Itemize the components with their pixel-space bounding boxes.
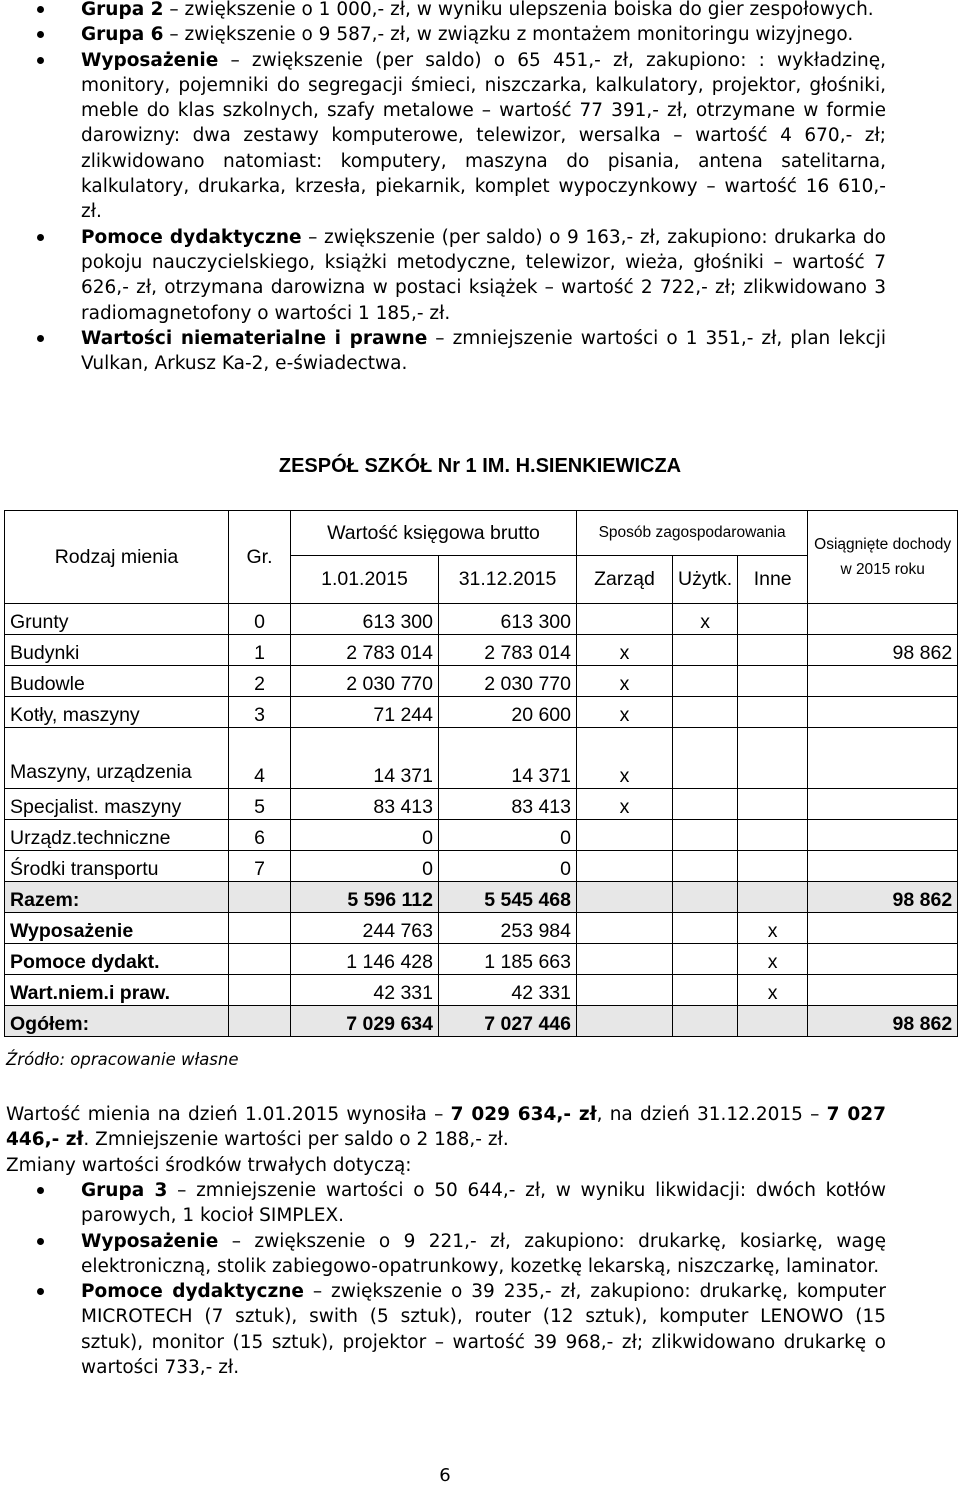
row-uzytk <box>673 635 738 666</box>
school-title: ZESPÓŁ SZKÓŁ Nr 1 IM. H.SIENKIEWICZA <box>278 455 682 477</box>
table-header-row <box>5 511 958 556</box>
table-row <box>5 604 958 635</box>
row-value-start: 1 146 428 <box>291 944 439 975</box>
page-number: 6 <box>439 1465 451 1486</box>
row-dochody <box>808 728 958 789</box>
table-row <box>5 728 958 789</box>
row-zarzad <box>577 944 673 975</box>
row-uzytk <box>673 697 738 728</box>
row-zarzad <box>577 882 673 913</box>
list-item: Wyposażenie – zwiększenie (per saldo) o 65 451,- zł, zakupiono: : wykładzinę, monitory, pojemniki do segregacji śmieci, niszczarka, kalkulatory, projektor, głośniki, meble do klas szkolnych, szafy metalowe – wartość 77 391,- zł, otrzymane w formie darowizny: dwa zestawy komputerowe, telewizor, wersalka – wartość 4 670,- zł; zlikwidowano natomiast: komputery, maszyna do pisania, antena satelitarna, kalkulatory, drukarka, krzesła, piekarnik, komplet wypoczynkowy – wartość 16 610,- zł. <box>0 48 960 225</box>
row-dochody <box>808 975 958 1006</box>
row-value-end: 83 413 <box>439 789 577 820</box>
assets-table <box>4 510 958 1037</box>
row-name: Grunty <box>5 604 229 635</box>
table-row <box>5 975 958 1006</box>
row-value-end: 7 027 446 <box>439 1006 577 1037</box>
row-inne <box>738 728 808 789</box>
header-date-1: 1.01.2015 <box>291 556 439 604</box>
row-group: 5 <box>229 789 291 820</box>
row-dochody <box>808 697 958 728</box>
summary-paragraph: Wartość mienia na dzień 1.01.2015 wynosiła – 7 029 634,- zł, na dzień 31.12.2015 – 7 027 446,- zł. Zmniejszenie wartości per saldo o 2 188,- zł. <box>6 1104 886 1151</box>
row-uzytk: x <box>673 604 738 635</box>
row-zarzad <box>577 913 673 944</box>
row-zarzad: x <box>577 666 673 697</box>
header-gr: Gr. <box>229 511 291 604</box>
row-inne <box>738 789 808 820</box>
row-value-start: 2 030 770 <box>291 666 439 697</box>
row-zarzad: x <box>577 635 673 666</box>
bullet-icon <box>37 31 44 38</box>
header-inne: Inne <box>738 556 808 604</box>
list-item: Grupa 3 – zmniejszenie wartości o 50 644,- zł, w wyniku likwidacji: dwóch kotłów parowych, 1 kocioł SIMPLEX. <box>0 1178 960 1229</box>
row-uzytk <box>673 882 738 913</box>
row-uzytk <box>673 666 738 697</box>
row-value-end: 14 371 <box>439 728 577 789</box>
table-row <box>5 697 958 728</box>
row-dochody <box>808 851 958 882</box>
row-name: Wart.niem.i praw. <box>5 975 229 1006</box>
table-row <box>5 635 958 666</box>
row-uzytk <box>673 975 738 1006</box>
row-zarzad: x <box>577 789 673 820</box>
bullet-icon <box>37 1288 44 1295</box>
top-bullet-list <box>0 0 960 376</box>
row-inne: x <box>738 975 808 1006</box>
row-group <box>229 1006 291 1037</box>
row-inne <box>738 666 808 697</box>
table-row <box>5 851 958 882</box>
row-value-start: 5 596 112 <box>291 882 439 913</box>
row-inne <box>738 697 808 728</box>
row-inne <box>738 1006 808 1037</box>
row-name: Kotły, maszyny <box>5 697 229 728</box>
row-name: Razem: <box>5 882 229 913</box>
row-dochody: 98 862 <box>808 635 958 666</box>
header-rodzaj: Rodzaj mienia <box>5 511 229 604</box>
table-row <box>5 882 958 913</box>
row-name: Budowle <box>5 666 229 697</box>
row-zarzad <box>577 820 673 851</box>
table-row <box>5 913 958 944</box>
row-value-start: 2 783 014 <box>291 635 439 666</box>
row-name: Ogółem: <box>5 1006 229 1037</box>
row-name: Specjalist. maszyny <box>5 789 229 820</box>
row-value-end: 2 783 014 <box>439 635 577 666</box>
row-inne: x <box>738 944 808 975</box>
row-inne: x <box>738 913 808 944</box>
assets-table-wrapper <box>4 510 958 1037</box>
row-group: 4 <box>229 728 291 789</box>
row-value-start: 244 763 <box>291 913 439 944</box>
row-value-start: 14 371 <box>291 728 439 789</box>
list-item: Wartości niematerialne i prawne – zmniejszenie wartości o 1 351,- zł, plan lekcji Vulkan, Arkusz Ka-2, e-świadectwa. <box>0 326 960 377</box>
row-value-end: 0 <box>439 820 577 851</box>
list-item: Pomoce dydaktyczne – zwiększenie o 39 235,- zł, zakupiono: drukarkę, komputer MICROTECH (7 sztuk), swith (5 sztuk), router (12 sztuk), komputer LENOWO (15 sztuk), monitor (15 sztuk), projektor – wartość 39 968,- zł; zlikwidowano drukarkę o wartości 733,- zł. <box>0 1279 960 1380</box>
bullet-icon <box>37 1238 44 1245</box>
row-zarzad: x <box>577 728 673 789</box>
row-uzytk <box>673 851 738 882</box>
row-uzytk <box>673 820 738 851</box>
table-row <box>5 944 958 975</box>
row-name: Urządz.techniczne <box>5 820 229 851</box>
row-inne <box>738 820 808 851</box>
row-dochody <box>808 944 958 975</box>
summary-paragraph-2: Zmiany wartości środków trwałych dotyczą: <box>6 1154 412 1176</box>
list-item: Grupa 2 – zwiększenie o 1 000,- zł, w wyniku ulepszenia boiska do gier zespołowych. <box>0 0 960 22</box>
row-value-end: 42 331 <box>439 975 577 1006</box>
row-dochody <box>808 604 958 635</box>
table-row <box>5 820 958 851</box>
row-uzytk <box>673 944 738 975</box>
row-value-start: 71 244 <box>291 697 439 728</box>
bullet-icon <box>37 57 44 64</box>
row-zarzad <box>577 604 673 635</box>
table-row <box>5 1006 958 1037</box>
row-zarzad <box>577 975 673 1006</box>
bullet-icon <box>37 335 44 342</box>
row-dochody: 98 862 <box>808 1006 958 1037</box>
row-uzytk <box>673 1006 738 1037</box>
row-name: Maszyny, urządzenia <box>5 728 229 789</box>
row-group: 2 <box>229 666 291 697</box>
row-value-end: 20 600 <box>439 697 577 728</box>
bullet-icon <box>37 1187 44 1194</box>
list-item: Pomoce dydaktyczne – zwiększenie (per saldo) o 9 163,- zł, zakupiono: drukarka do pokoju nauczycielskiego, książki metodyczne, telewizor, wieża, głośniki – wartość 7 626,- zł, otrzymana darowizna w postaci książek – wartość 2 722,- zł; zlikwidowano 3 radiomagnetofony o wartości 1 185,- zł. <box>0 225 960 326</box>
row-group <box>229 882 291 913</box>
row-value-start: 0 <box>291 820 439 851</box>
row-name: Pomoce dydakt. <box>5 944 229 975</box>
row-value-start: 7 029 634 <box>291 1006 439 1037</box>
header-sposob: Sposób zagospodarowania <box>577 511 808 556</box>
row-group: 3 <box>229 697 291 728</box>
header-wartosc: Wartość księgowa brutto <box>291 511 577 556</box>
list-item: Grupa 6 – zwiększenie o 9 587,- zł, w związku z montażem monitoringu wizyjnego. <box>0 22 960 47</box>
row-inne <box>738 635 808 666</box>
header-dochody: Osiągnięte dochody w 2015 roku <box>808 511 958 604</box>
table-row <box>5 789 958 820</box>
row-group: 1 <box>229 635 291 666</box>
row-uzytk <box>673 728 738 789</box>
bottom-bullet-list <box>0 1178 960 1380</box>
row-dochody <box>808 666 958 697</box>
row-inne <box>738 851 808 882</box>
row-zarzad: x <box>577 697 673 728</box>
row-uzytk <box>673 913 738 944</box>
row-dochody <box>808 913 958 944</box>
row-group <box>229 944 291 975</box>
row-name: Budynki <box>5 635 229 666</box>
source-note: Źródło: opracowanie własne <box>6 1050 239 1069</box>
table-row <box>5 666 958 697</box>
row-group <box>229 975 291 1006</box>
row-group: 6 <box>229 820 291 851</box>
row-name: Środki transportu <box>5 851 229 882</box>
row-zarzad <box>577 1006 673 1037</box>
row-value-end: 1 185 663 <box>439 944 577 975</box>
row-value-end: 0 <box>439 851 577 882</box>
header-date-2: 31.12.2015 <box>439 556 577 604</box>
row-group: 7 <box>229 851 291 882</box>
row-value-end: 5 545 468 <box>439 882 577 913</box>
bullet-icon <box>37 234 44 241</box>
list-item: Wyposażenie – zwiększenie o 9 221,- zł, zakupiono: drukarkę, kosiarkę, wagę elektroniczną, stolik zabiegowo-opatrunkowy, kozetkę lekarską, niszczarkę, laminator. <box>0 1229 960 1280</box>
row-group <box>229 913 291 944</box>
row-group: 0 <box>229 604 291 635</box>
row-value-start: 83 413 <box>291 789 439 820</box>
row-inne <box>738 882 808 913</box>
row-value-start: 0 <box>291 851 439 882</box>
row-uzytk <box>673 789 738 820</box>
row-value-end: 253 984 <box>439 913 577 944</box>
row-inne <box>738 604 808 635</box>
summary-text <box>6 1102 886 1178</box>
row-value-start: 613 300 <box>291 604 439 635</box>
row-value-end: 613 300 <box>439 604 577 635</box>
header-zarzad: Zarząd <box>577 556 673 604</box>
row-dochody <box>808 820 958 851</box>
header-uzytk: Użytk. <box>673 556 738 604</box>
row-value-start: 42 331 <box>291 975 439 1006</box>
row-dochody: 98 862 <box>808 882 958 913</box>
row-value-end: 2 030 770 <box>439 666 577 697</box>
row-name: Wyposażenie <box>5 913 229 944</box>
bullet-icon <box>37 6 44 13</box>
row-dochody <box>808 789 958 820</box>
row-zarzad <box>577 851 673 882</box>
